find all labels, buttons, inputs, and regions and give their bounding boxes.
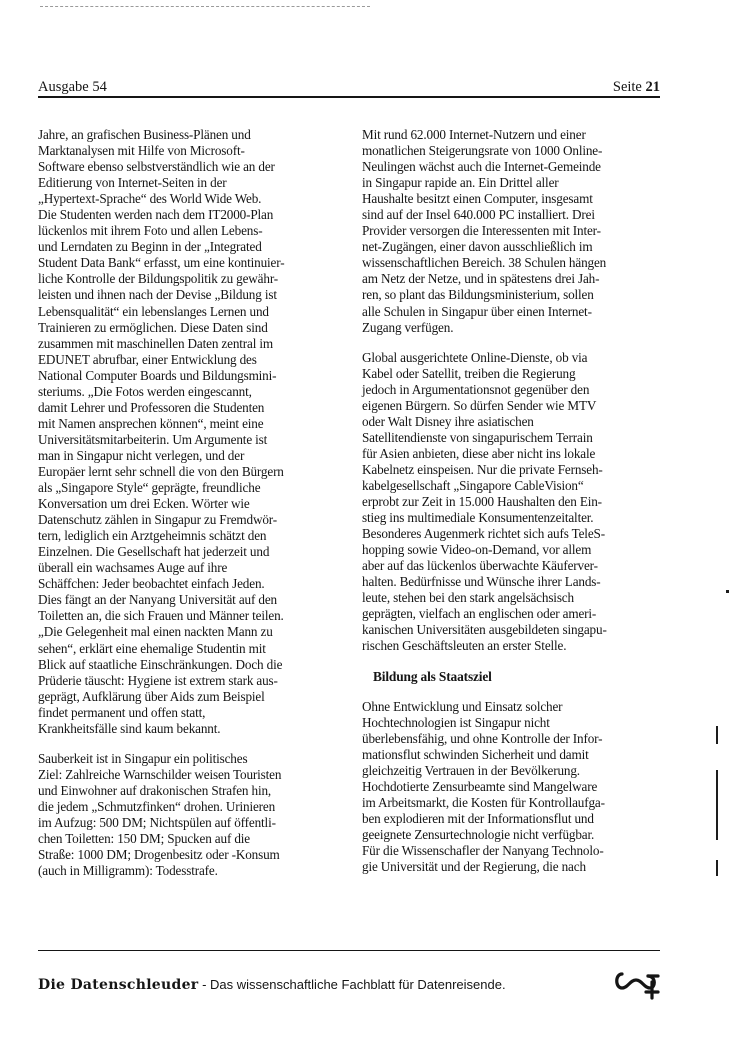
header-rule [38,96,660,98]
left-column [38,127,334,893]
page-footer [38,977,660,993]
issue-label: Ausgabe 54 [38,79,107,95]
scan-margin-mark [716,860,718,876]
section-heading: Bildung als Staatsziel [373,668,492,684]
page-indicator [613,79,660,95]
right-column [362,127,662,889]
paragraph: Mit rund 62.000 Internet-Nutzern und einer monatlichen Steigerungsrate von 1000 Online- Neulingen wächst auch die Internet-Gemeinde in Singapur rapide an. Ein Drittel aller Haushalte besitzt einen Computer, insgesamt sind auf der Insel 640.000 PC installiert. Drei Provider versorgen die Interessenten mit Inter- net-Zugängen, einer davon ausschließlich im wissenschaftlichen Bereich. 38 Schulen hängen am Netz der Netze, und in spätestens drei Jah- ren, so plant das Bildungsministerium, sollen alle Schulen in Singapur über einen Internet- Zugang verfügen. [362,127,607,335]
scan-artifact-line [40,6,370,8]
page-number: 21 [645,79,660,95]
page-header [38,79,660,97]
paragraph: Ohne Entwicklung und Einsatz solcher Hochtechnologien ist Singapur nicht überlebensfähig, und ohne Kontrolle der Infor- mationsflut schwinden Sicherheit und damit gleichzeitig Vertrauen in der Bevölkerung. Hochdotierte Zensurbeamte sind Mangelware im Arbeitsmarkt, die Kosten für Kontrollaufga- ben explodieren mit der Informationsflut und geeignete Zensurtechnologie nicht verfügbar. Für die Wissenschafler der Nanyang Technolo- gie Universität und der Regierung, die nach [362,698,605,874]
footer-tagline: - Das wissenschaftliche Fachblatt für Datenreisende. [198,977,506,992]
page-label: Seite [612,79,642,95]
paragraph: Sauberkeit ist in Singapur ein politisches Ziel: Zahlreiche Warnschilder weisen Touristen und Einwohner auf drakonischen Strafen hin, die jedem „Schmutzfinken“ drohen. Urinieren im Aufzug: 500 DM; Nichtspülen auf öffentli- chen Toiletten: 150 DM; Spucken auf die Straße: 1000 DM; Drogenbesitz oder -Konsum (auch in Milligramm): Todesstrafe. [38,750,282,879]
scan-margin-mark [716,770,718,840]
scan-margin-mark [726,590,729,593]
footer-rule [38,950,660,951]
paragraph: Global ausgerichtete Online-Dienste, ob via Kabel oder Satellit, treiben die Regierung jedoch in Argumentationsnot gegenüber den eigenen Bürgern. So dürfen Sender wie MTV oder Walt Disney ihre asiatischen Satellitendienste von singapurischem Terrain für Asien anbieten, diese aber nicht ins lokale Kabelnetz einspeisen. Nur die private Fernseh- kabelgesellschaft „Singapore CableVision“ erprobt zur Zeit in 15.000 Haushalten den Ein- stieg ins multimediale Konsumentenzeitalter. Besonderes Augenmerk richtet sich aufs TeleS- hopping sowie Video-on-Demand, vor allem aber auf das lückenlos überwachte Käuferver- halten. Bedürfnisse und Wünsche ihrer Lands- leute, stehen bei den stark angelsächsisch geprägten, vielfach an englischen oder ameri- kanischen Universitäten ausgebildeten singapu- rischen Geschäftsleuten an erster Stelle. [362,349,607,654]
scan-margin-mark [716,726,718,744]
masthead: Die Datenschleuder [38,977,199,993]
chaos-knoten-icon [612,966,664,1002]
paragraph: Jahre, an grafischen Business-Plänen und Marktanalysen mit Hilfe von Microsoft- Software ebenso selbstverständlich wie an der Editierung von Internet-Seiten in der „Hypertext-Sprache“ des World Wide Web. Die Studenten werden nach dem IT2000-Plan lückenlos mit ihrem Foto und allen Lebens- und Lerndaten zu Beginn in der „Integrated Student Data Bank“ erfasst, um eine kontinuier- liche Kontrolle der Bildungspolitik zu gewähr- leisten und ihnen nach der Devise „Bildung ist Lebensqualität“ ein lebenslanges Lernen und Trainieren zu ermöglichen. Diese Daten sind zusammen mit maschinellen Daten zentral im EDUNET abrufbar, einer Entwicklung des National Computer Boards und Bildungsmini- steriums. „Die Fotos werden eingescannt, damit Lehrer und Professoren die Studenten mit Namen ansprechen können“, meint eine Universitätsmitarbeiterin. Um Argumente ist man in Singapur nicht verlegen, und der Europäer lernt sehr schnell die von den Bürgern als „Singapore Style“ geprägte, freundliche Konversation um drei Ecken. Wörter wie Datenschutz zählen in Singapur zu Fremdwör- tern, lediglich ein Arztgeheimnis schätzt den Einzelnen. Die Gesellschaft hat jederzeit und überall ein wachsames Auge auf ihre Schäffchen: Jeder beobachtet einfach Jeden. Dies fängt an der Nanyang Universität auf den Toiletten an, die sich Frauen und Männer teilen. „Die Gelegenheit mal einen nackten Mann zu sehen“, erklärt eine ehemalige Studentin mit Blick auf staatliche Einschränkungen. Doch die Prüderie täuscht: Hygiene ist extrem stark aus- geprägt, Aufklärung über Aids zum Beispiel findet permanent und offen statt, Krankheitsfälle sind kaum bekannt. [38,127,285,736]
